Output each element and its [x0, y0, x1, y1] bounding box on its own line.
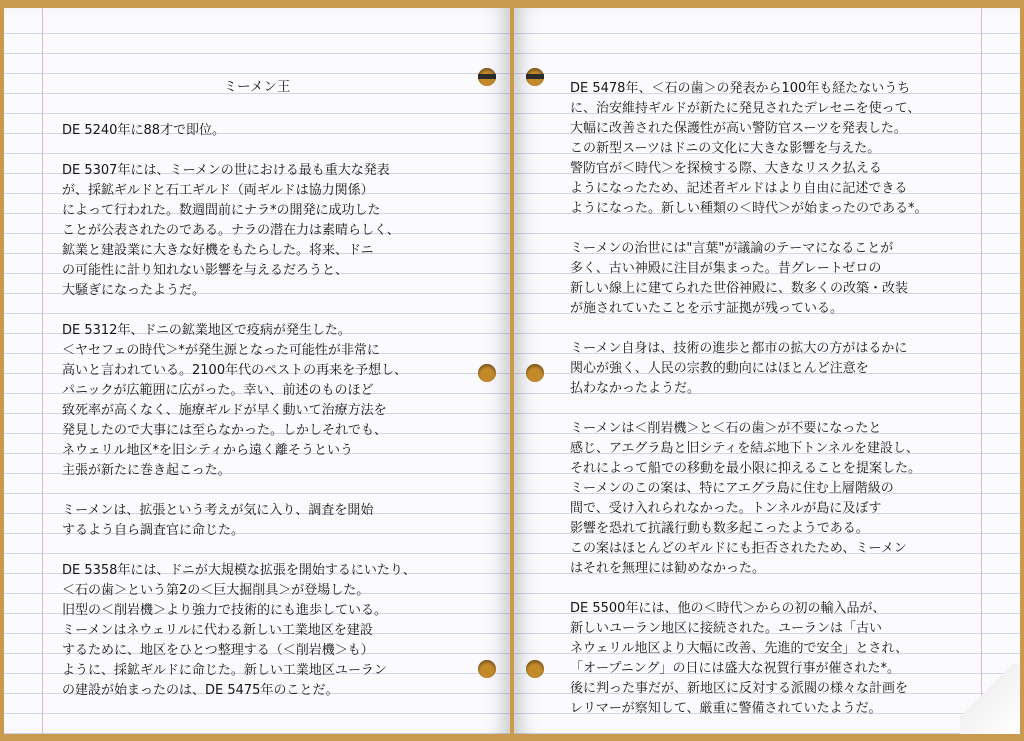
text-line: DE 5478年、＜石の歯＞の発表から100年も経たないうち: [570, 81, 911, 96]
text-line: によって行われた。数週間前にナラ*の開発に成功した: [62, 203, 381, 218]
paragraph: [62, 161, 416, 301]
margin-line: [981, 8, 982, 734]
text-line: 高いと言われている。2100年代のペストの再来を予想し、: [62, 363, 408, 378]
left-page-text: [62, 121, 416, 721]
binder-hole: [526, 660, 544, 678]
text-line: ネウェリル地区より大幅に改善、先進的で安全」とされ、: [570, 641, 909, 656]
text-line: ミーメンは、拡張という考えが気に入り、調査を開始: [62, 503, 374, 518]
text-line: 新しいユーラン地区に接続された。ユーランは「古い: [570, 621, 883, 636]
paragraph: [62, 501, 416, 541]
text-line: ミーメンはネウェリルに代わる新しい工業地区を建設: [62, 623, 373, 638]
right-page: [514, 8, 1020, 734]
text-line: 払わなかったようだ。: [570, 381, 701, 396]
paragraph: [62, 121, 416, 141]
right-page-text: [570, 79, 928, 734]
margin-line: [42, 8, 43, 734]
text-line: 新しい線上に建てられた世俗神殿に、数多くの改築・改装: [570, 281, 909, 296]
text-line: 後に判った事だが、新地区に反対する派閥の様々な計画を: [570, 681, 909, 696]
text-line: はそれを無理には勧めなかった。: [570, 561, 766, 576]
text-line: ことが公表されたのである。ナラの潜在力は素晴らしく、: [62, 223, 400, 238]
text-line: ミーメンは＜削岩機＞と＜石の歯＞が不要になったと: [570, 421, 882, 436]
text-line: 鉱業と建設業に大きな好機をもたらした。将来、ドニ: [62, 243, 374, 258]
binder-hole: [526, 364, 544, 382]
page-corner: [960, 664, 1020, 734]
text-line: 大幅に改善された保護性が高い警防官スーツを発表した。: [570, 121, 907, 136]
text-line: 致死率が高くなく、施療ギルドが早く動いて治療方法を: [62, 403, 387, 418]
page-title: ミーメン王: [223, 79, 291, 95]
text-line: が施されていたことを示す証拠が残っている。: [570, 301, 844, 316]
text-line: DE 5307年には、ミーメンの世における最も重大な発表: [62, 163, 390, 178]
left-page: [4, 8, 510, 734]
text-line: ように、採鉱ギルドに命じた。新しい工業地区ユーラン: [62, 663, 387, 678]
text-line: が、採鉱ギルドと石工ギルド（両ギルドは協力関係）: [62, 183, 374, 198]
text-line: の可能性に計り知れない影響を与えるだろうと、: [62, 263, 349, 278]
text-line: 影響を恐れて抗議行動も数多起こったようである。: [570, 521, 869, 536]
text-line: 多く、古い神殿に注目が集まった。昔グレートゼロの: [570, 261, 882, 276]
text-line: DE 5500年には、他の＜時代＞からの初の輸入品が、: [570, 601, 886, 616]
text-line: ようになった。新しい種類の＜時代＞が始まったのである*。: [570, 201, 928, 216]
text-line: DE 5240年に88才で即位。: [62, 123, 225, 138]
text-line: DE 5358年には、ドニが大規模な拡張を開始するにいたり、: [62, 563, 416, 578]
text-line: 発見したので大事には至らなかった。しかしそれでも、: [62, 423, 388, 438]
text-line: 警防官が＜時代＞を探検する際、大きなリスク払える: [570, 161, 882, 176]
text-line: 関心が強く、人民の宗教的動向にはほとんど注意を: [570, 361, 869, 376]
text-line: 間で、受け入れられなかった。トンネルが島に及ぼす: [570, 501, 882, 516]
binder-hole: [478, 364, 496, 382]
text-line: この案はほとんどのギルドにも拒否されたため、ミーメン: [570, 541, 907, 556]
text-line: 旧型の＜削岩機＞より強力で技術的にも進歩している。: [62, 603, 388, 618]
text-line: 「オープニング」の日には盛大な祝賀行事が催された*。: [570, 661, 900, 676]
paragraph: [570, 419, 928, 579]
text-line: パニックが広範囲に広がった。幸い、前述のものほど: [62, 383, 374, 398]
text-line: ネウェリル地区*を旧シティから遠く離そうという: [62, 443, 353, 458]
paragraph: [62, 561, 416, 701]
text-line: するよう自ら調査官に命じた。: [62, 523, 245, 538]
text-line: それによって船での移動を最小限に抑えることを提案した。: [570, 461, 922, 476]
text-line: 主張が新たに巻き起こった。: [62, 463, 231, 478]
text-line: ミーメンの治世には"言葉"が議論のテーマになることが: [570, 241, 894, 256]
text-line: ミーメンのこの案は、特にアエグラ島に住む上層階級の: [570, 481, 894, 496]
paragraph: [570, 239, 928, 319]
text-line: 感じ、アエグラ島と旧シティを結ぶ地下トンネルを建設し、: [570, 441, 919, 456]
text-line: に、治安維持ギルドが新たに発見されたデレセニを使って、: [570, 101, 921, 116]
text-line: するために、地区をひとつ整理する（＜削岩機＞も）: [62, 643, 374, 658]
paragraph: [570, 599, 928, 719]
text-line: ミーメン自身は、技術の進歩と都市の拡大の方がはるかに: [570, 341, 908, 356]
text-line: DE 5312年、ドニの鉱業地区で疫病が発生した。: [62, 323, 351, 338]
text-line: レリマーが察知して、厳重に警備されていたようだ。: [570, 701, 882, 716]
text-line: の建設が始まったのは、DE 5475年のことだ。: [62, 683, 339, 698]
text-line: この新型スーツはドニの文化に大きな影響を与えた。: [570, 141, 881, 156]
paragraph: [570, 79, 928, 219]
binder-hole: [478, 68, 496, 86]
text-line: ＜ヤセフェの時代＞*が発生源となった可能性が非常に: [62, 343, 380, 358]
paragraph: [570, 339, 928, 399]
binder-hole: [526, 68, 544, 86]
text-line: ようになったため、記述者ギルドはより自由に記述できる: [570, 181, 908, 196]
text-line: 大騒ぎになったようだ。: [62, 283, 206, 298]
text-line: ＜石の歯＞という第2の＜巨大掘削具＞が登場した。: [62, 583, 370, 598]
paragraph: [62, 321, 416, 481]
binder-hole: [478, 660, 496, 678]
